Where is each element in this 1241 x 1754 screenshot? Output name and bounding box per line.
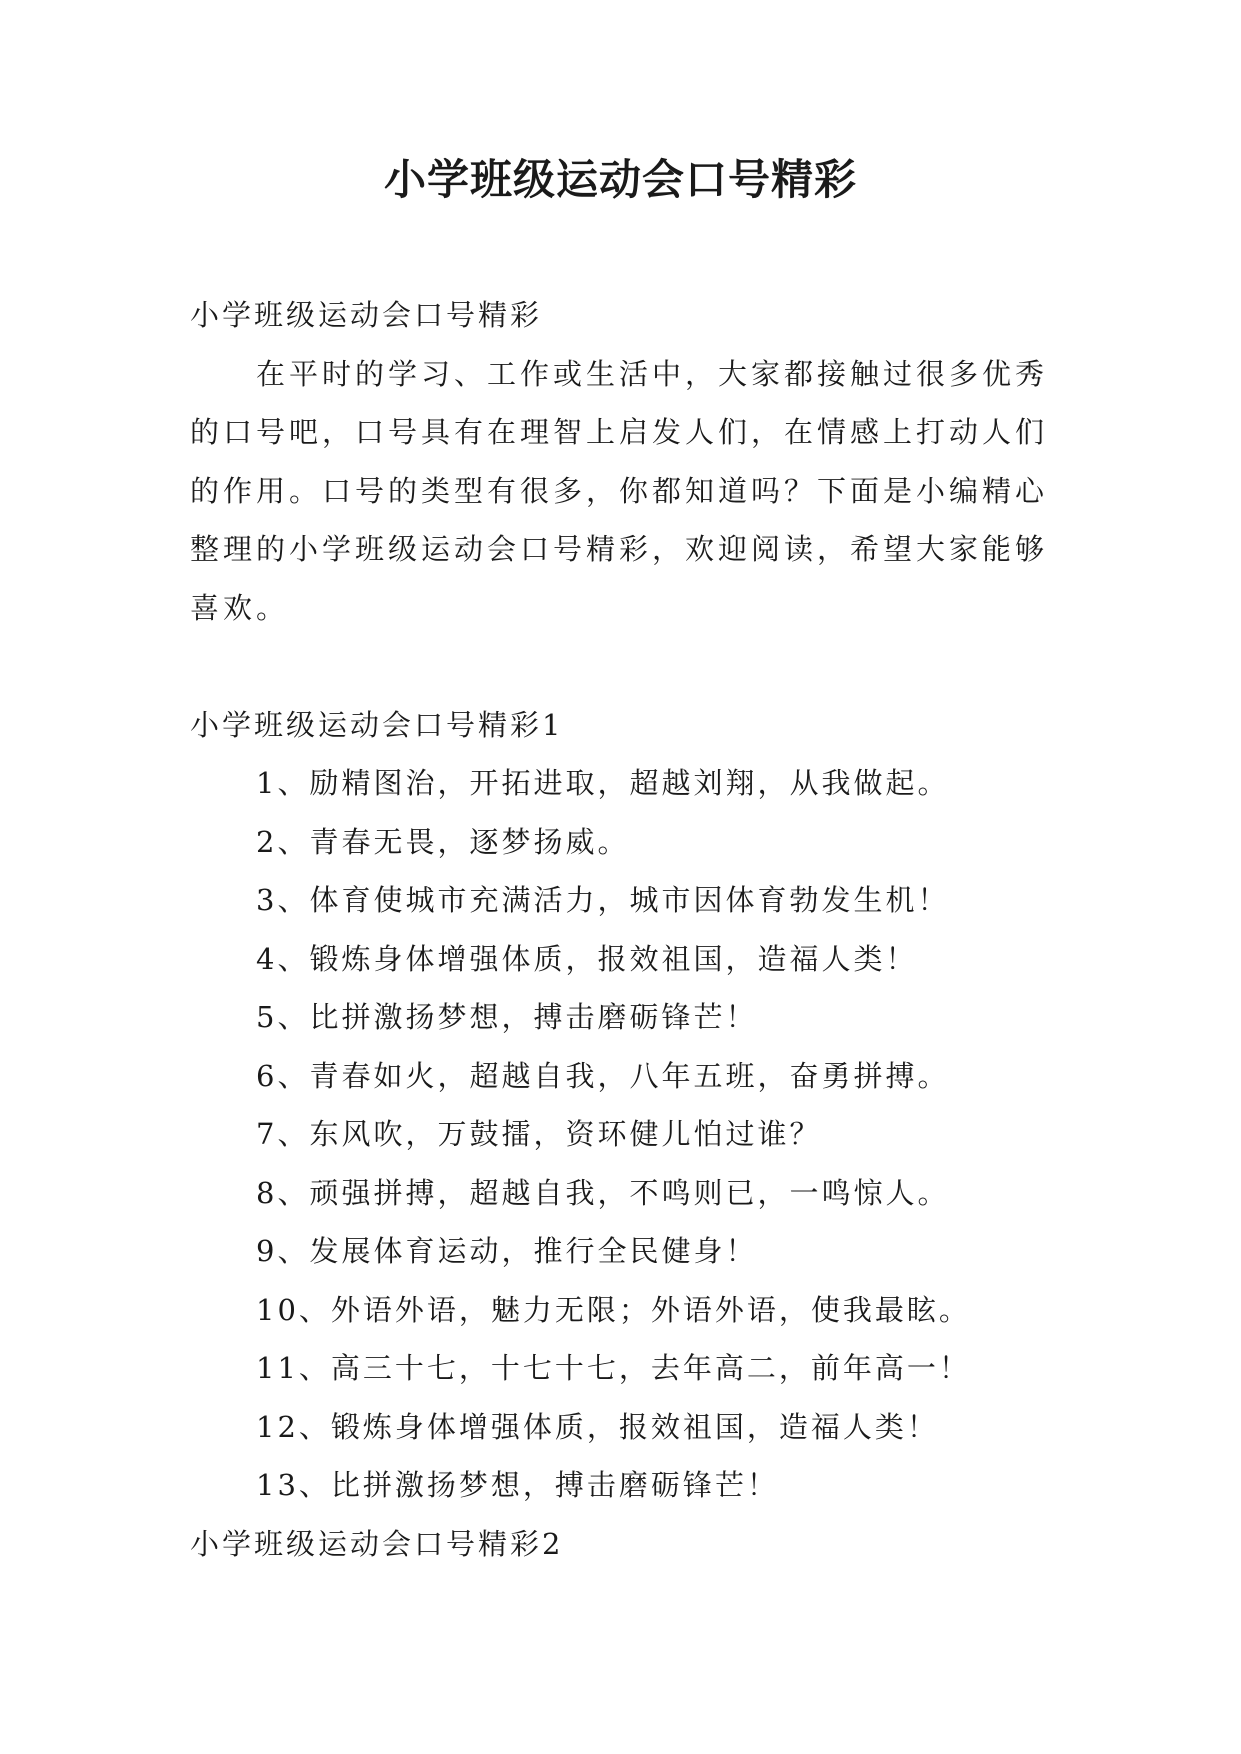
slogan-item: 7、东风吹，万鼓擂，资环健儿怕过谁？ xyxy=(256,1117,822,1151)
slogan-item: 3、体育使城市充满活力，城市因体育勃发生机！ xyxy=(256,883,950,917)
slogan-item: 2、青春无畏，逐梦扬威。 xyxy=(256,824,630,859)
slogan-item: 9、发展体育运动，推行全民健身！ xyxy=(256,1234,758,1268)
intro-paragraph: 在平时的学习、工作或生活中，大家都接触过很多优秀的口号吧，口号具有在理智上启发人们，在情感上打动人们的作用。口号的类型有很多，你都知道吗？下面是小编精心整理的小学班级运动会口号精彩，欢迎阅读，希望大家能够喜欢。 xyxy=(190,356,1049,625)
document-body xyxy=(190,286,1052,1573)
slogan-item: 6、青春如火，超越自我，八年五班，奋勇拼搏。 xyxy=(256,1058,950,1093)
section-heading-1: 小学班级运动会口号精彩1 xyxy=(190,707,564,742)
slogan-item: 13、比拼激扬梦想，搏击磨砺锋芒！ xyxy=(256,1468,779,1502)
slogan-item: 4、锻炼身体增强体质，报效祖国，造福人类！ xyxy=(256,941,918,976)
slogan-item: 1、励精图治，开拓进取，超越刘翔，从我做起。 xyxy=(256,766,950,800)
slogan-item: 10、外语外语，魅力无限；外语外语，使我最眩。 xyxy=(256,1292,971,1327)
paragraph-spacer xyxy=(190,637,1052,696)
slogan-item: 8、顽强拼搏，超越自我，不鸣则已，一鸣惊人。 xyxy=(256,1175,950,1210)
document-title: 小学班级运动会口号精彩 xyxy=(383,155,857,204)
section-heading-2: 小学班级运动会口号精彩2 xyxy=(190,1526,564,1561)
slogan-item: 5、比拼激扬梦想，搏击磨砺锋芒！ xyxy=(256,1000,758,1034)
slogan-item: 12、锻炼身体增强体质，报效祖国，造福人类！ xyxy=(256,1409,939,1444)
slogan-item: 11、高三十七，十七十七，去年高二，前年高一！ xyxy=(256,1351,971,1385)
document-subtitle: 小学班级运动会口号精彩 xyxy=(190,298,543,332)
